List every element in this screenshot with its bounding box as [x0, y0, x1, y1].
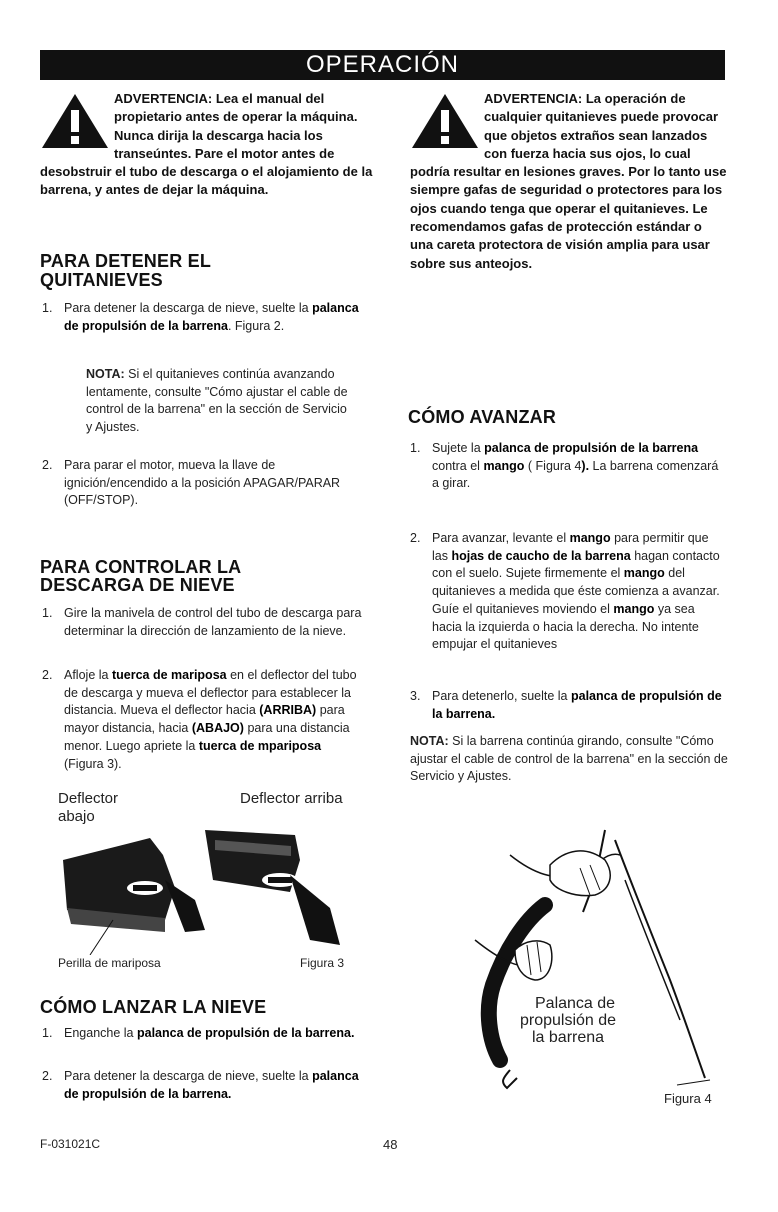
step-emphasis: palanca de propulsión de la barrena.: [432, 689, 722, 721]
step-text: Para detener la descarga de nieve, suelte la: [64, 301, 309, 315]
step-emphasis: ).: [581, 458, 590, 473]
step-number: 3.: [410, 689, 421, 703]
step-emphasis: tuerca de mpariposa: [198, 738, 322, 753]
warning-text: La operación de cualquier quitanieves puede provocar que objetos extraños sean lanzados con fuerza hacia sus ojos, lo cual podría resultar en lesiones graves. Por lo tanto use siempre gafas de seguridad o protectores para los ojos cuando tenga que operar el quitanieves. Le recomendamos gafas de protección estándar o una careta protectora de visión amplia para usar sobre sus anteojos.: [410, 91, 727, 271]
discharge-step-2: [42, 667, 362, 773]
step-emphasis: (ARRIBA): [259, 703, 317, 718]
step-text: La barrena comenzará a girar.: [432, 458, 719, 491]
step-number: 2.: [42, 1069, 53, 1083]
step-text: ( Figura 4: [527, 458, 582, 473]
step-text: Sujete la: [432, 441, 481, 455]
step-text: contra el: [432, 458, 480, 473]
step-text: hagan contacto con el suelo. Sujete firmemente el: [432, 548, 720, 581]
step-text: para mayor distancia, hacia: [64, 703, 345, 736]
heading-discharge-2: DESCARGA DE NIEVE: [40, 575, 235, 595]
step-emphasis: mango: [623, 566, 665, 581]
step-emphasis: (ABAJO): [191, 721, 244, 736]
heading-advance: CÓMO AVANZAR: [408, 407, 557, 427]
advance-step-3: [410, 688, 728, 723]
heading-throw: CÓMO LANZAR LA NIEVE: [40, 997, 267, 1017]
step-emphasis: mango: [483, 458, 525, 473]
fig4-label-1: Palanca de: [535, 995, 616, 1012]
handle-grip-illustration: [455, 820, 725, 1110]
section-banner: [40, 50, 725, 80]
step-text: Para detenerlo, suelte la: [432, 689, 568, 703]
step-text: para una distancia menor. Luego apriete la: [64, 721, 350, 753]
warning-triangle-icon: [410, 92, 480, 150]
heading-stop-2: QUITANIEVES: [40, 270, 163, 290]
step-text: para permitir que las: [432, 531, 709, 563]
note-label: NOTA:: [410, 734, 449, 748]
step-emphasis: palanca de propulsión de la barrena.: [137, 1026, 355, 1040]
stop-step-2: [42, 457, 362, 510]
step-number: 1.: [42, 606, 53, 620]
step-emphasis: palanca de propulsión de la barrena.: [64, 1069, 359, 1101]
fig4-label-3: la barrena: [532, 1029, 605, 1046]
fig3-label-down-2: abajo: [58, 808, 95, 825]
step-emphasis: tuerca de mariposa: [111, 668, 227, 682]
fig3-label-up: Deflector arriba: [240, 790, 343, 807]
advance-note: [410, 733, 730, 786]
step-emphasis: hojas de caucho de la barrena: [451, 548, 631, 563]
page-number: 48: [383, 1137, 398, 1152]
advance-step-1: [410, 440, 728, 493]
step-number: 2.: [42, 668, 53, 682]
note-text: Si la barrena continúa girando, consulte "Cómo ajustar el cable de control de la barrena" en la sección de Servicio y Ajustes.: [410, 734, 728, 784]
right-warning: [410, 90, 728, 273]
step-number: 2.: [42, 458, 53, 472]
step-number: 1.: [410, 441, 421, 455]
fig3-caption: Figura 3: [300, 956, 345, 970]
step-text: Para avanzar, levante el: [432, 531, 567, 545]
step-text: en el deflector del tubo de descarga y mueva el deflector para establecer la distancia. Mueva el deflector hacia: [64, 668, 357, 718]
heading-discharge-1: PARA CONTROLAR LA: [40, 557, 242, 577]
step-text: Afloje la: [64, 668, 109, 682]
fig3-label-down-1: Deflector: [58, 790, 119, 807]
step-emphasis: mango: [569, 531, 611, 545]
note-text: Si el quitanieves continúa avanzando lentamente, consulte "Cómo ajustar el cable de control de la barrena" en la sección de Servicio y Ajustes.: [86, 367, 348, 435]
stop-note: [86, 366, 348, 437]
warning-text: Lea el manual del propietario antes de operar la máquina. Nunca dirija la descarga hacia los transeúntes. Pare el motor antes de desobstruir el tubo de descarga o el alojamiento de la barrena, y antes de dejar la máquina.: [40, 91, 373, 198]
step-number: 1.: [42, 301, 53, 315]
deflector-illustration: [55, 820, 365, 955]
throw-step-1: [42, 1025, 362, 1043]
document-code: F-031021C: [40, 1137, 101, 1151]
step-text: Gire la manivela de control del tubo de descarga para determinar la dirección de lanzamiento de la nieve.: [64, 606, 362, 638]
step-emphasis: palanca de propulsión de la barrena: [64, 301, 359, 333]
step-text: del quitanieves a medida que éste comienza a avanzar. Guíe el quitanieves moviendo el: [432, 566, 720, 616]
fig4-label-2: propulsión de: [520, 1012, 617, 1029]
stop-step-1: [42, 300, 375, 335]
step-emphasis: palanca de propulsión de la barrena: [484, 441, 699, 455]
note-label: NOTA:: [86, 367, 125, 381]
fig3-wing-nut-label: Perilla de mariposa: [58, 956, 161, 970]
step-text: Para parar el motor, mueva la llave de ignición/encendido a la posición APAGAR/PARAR (OFF/STOP).: [64, 458, 341, 508]
discharge-step-1: [42, 605, 362, 640]
step-text: (Figura 3).: [64, 756, 122, 771]
heading-stop-1: PARA DETENER EL: [40, 251, 212, 271]
step-number: 1.: [42, 1026, 53, 1040]
section-title: OPERACIÓN: [305, 51, 460, 78]
step-text: ya sea hacia la izquierda o hacia la derecha. No intente empujar el quitanieves: [432, 601, 699, 652]
step-emphasis: mango: [613, 601, 655, 616]
warning-lead: ADVERTENCIA:: [114, 91, 213, 106]
step-text: Enganche la: [64, 1026, 134, 1040]
throw-step-2: [42, 1068, 362, 1103]
step-number: 2.: [410, 531, 421, 545]
fig4-caption: Figura 4: [664, 1091, 712, 1106]
left-warning: [40, 90, 375, 200]
warning-lead: ADVERTENCIA:: [484, 91, 583, 106]
warning-triangle-icon: [40, 92, 110, 150]
step-text: . Figura 2.: [227, 318, 285, 333]
step-text: Para detener la descarga de nieve, suelte la: [64, 1069, 309, 1083]
advance-step-2: [410, 530, 728, 654]
